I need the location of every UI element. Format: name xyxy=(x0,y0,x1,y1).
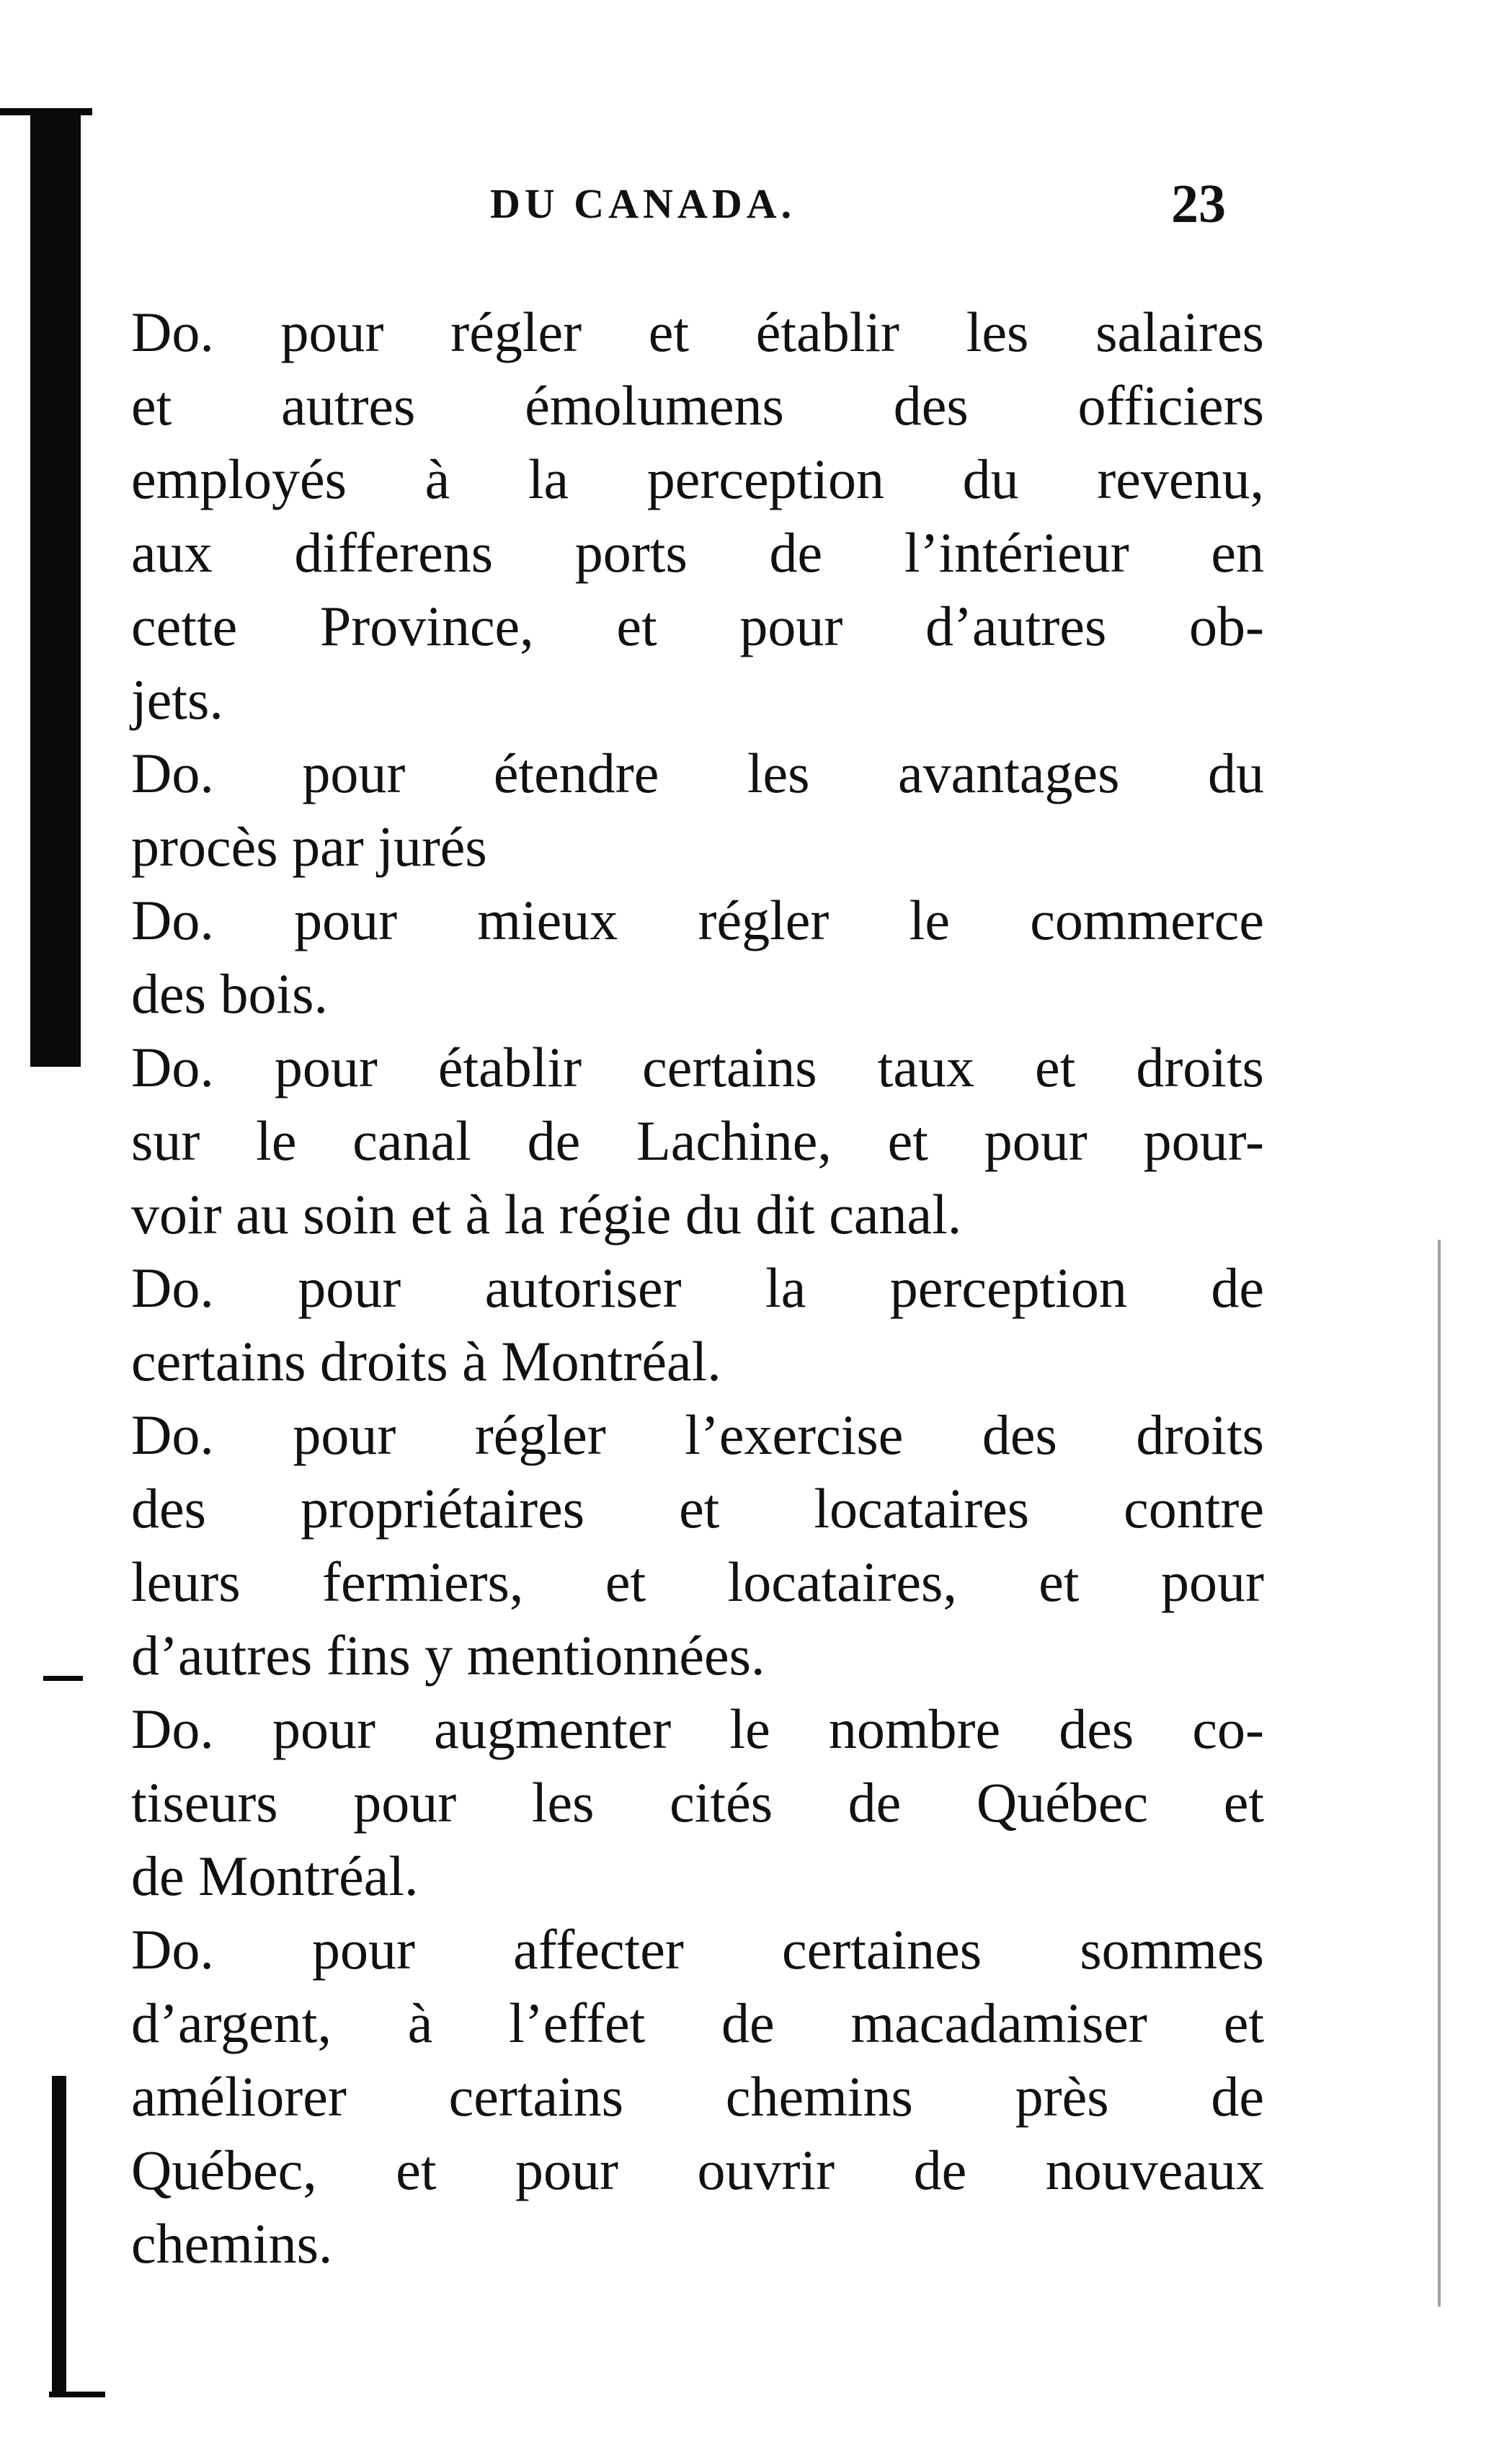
list-item xyxy=(131,296,1264,737)
list-item xyxy=(131,1913,1264,2281)
running-head: DU CANADA. xyxy=(490,180,796,227)
text-line: tiseurs pour les cités de Québec et xyxy=(131,1771,1264,1834)
text-line: Do. pour étendre les avantages du xyxy=(131,742,1264,804)
text-line: sur le canal de Lachine, et pour pour- xyxy=(131,1109,1264,1172)
text-line: aux differens ports de l’intérieur en xyxy=(131,521,1264,584)
text-line: leurs fermiers, et locataires, et pour xyxy=(131,1550,1264,1613)
list-item xyxy=(131,1251,1264,1398)
text-line: cette Province, et pour d’autres ob- xyxy=(131,595,1264,657)
list-item xyxy=(131,884,1264,1031)
text-line: Do. pour régler l’exercise des droits xyxy=(131,1403,1264,1466)
text-line: d’autres fins y mentionnées. xyxy=(131,1624,765,1687)
text-line: de Montréal. xyxy=(131,1845,419,1907)
margin-dash xyxy=(43,1676,83,1681)
list-item xyxy=(131,1692,1264,1913)
binding-shadow-bar-lower xyxy=(52,2076,66,2397)
text-line: des propriétaires et locataires contre xyxy=(131,1477,1264,1540)
list-item xyxy=(131,1031,1264,1251)
list-item xyxy=(131,1398,1264,1692)
text-line: employés à la perception du revenu, xyxy=(131,448,1264,510)
page-edge-line xyxy=(1438,1240,1441,2307)
text-line: Do. pour autoriser la perception de xyxy=(131,1256,1264,1319)
text-line: Do. pour affecter certaines sommes xyxy=(131,1918,1264,1981)
text-line: améliorer certains chemins près de xyxy=(131,2065,1264,2128)
text-line: des bois. xyxy=(131,962,328,1025)
text-line: procès par jurés xyxy=(131,815,487,878)
text-line: Do. pour régler et établir les salaires xyxy=(131,301,1264,363)
page-header xyxy=(0,172,1512,236)
text-line: Do. pour établir certains taux et droits xyxy=(131,1036,1264,1098)
page-number: 23 xyxy=(1171,174,1226,234)
scan-edge-mark-lower xyxy=(49,2392,105,2397)
text-line: certains droits à Montréal. xyxy=(131,1330,721,1393)
binding-shadow-bar xyxy=(30,108,81,1067)
text-line: d’argent, à l’effet de macadamiser et xyxy=(131,1992,1264,2054)
text-line: et autres émolumens des officiers xyxy=(131,374,1264,437)
text-line: chemins. xyxy=(131,2212,333,2275)
text-line: voir au soin et à la régie du dit canal. xyxy=(131,1183,962,1246)
text-line: Do. pour augmenter le nombre des co- xyxy=(131,1697,1264,1760)
page-body xyxy=(131,296,1264,2281)
text-line: Do. pour mieux régler le commerce xyxy=(131,889,1264,951)
text-line: jets. xyxy=(131,668,223,731)
text-line: Québec, et pour ouvrir de nouveaux xyxy=(131,2139,1264,2201)
list-item xyxy=(131,737,1264,884)
